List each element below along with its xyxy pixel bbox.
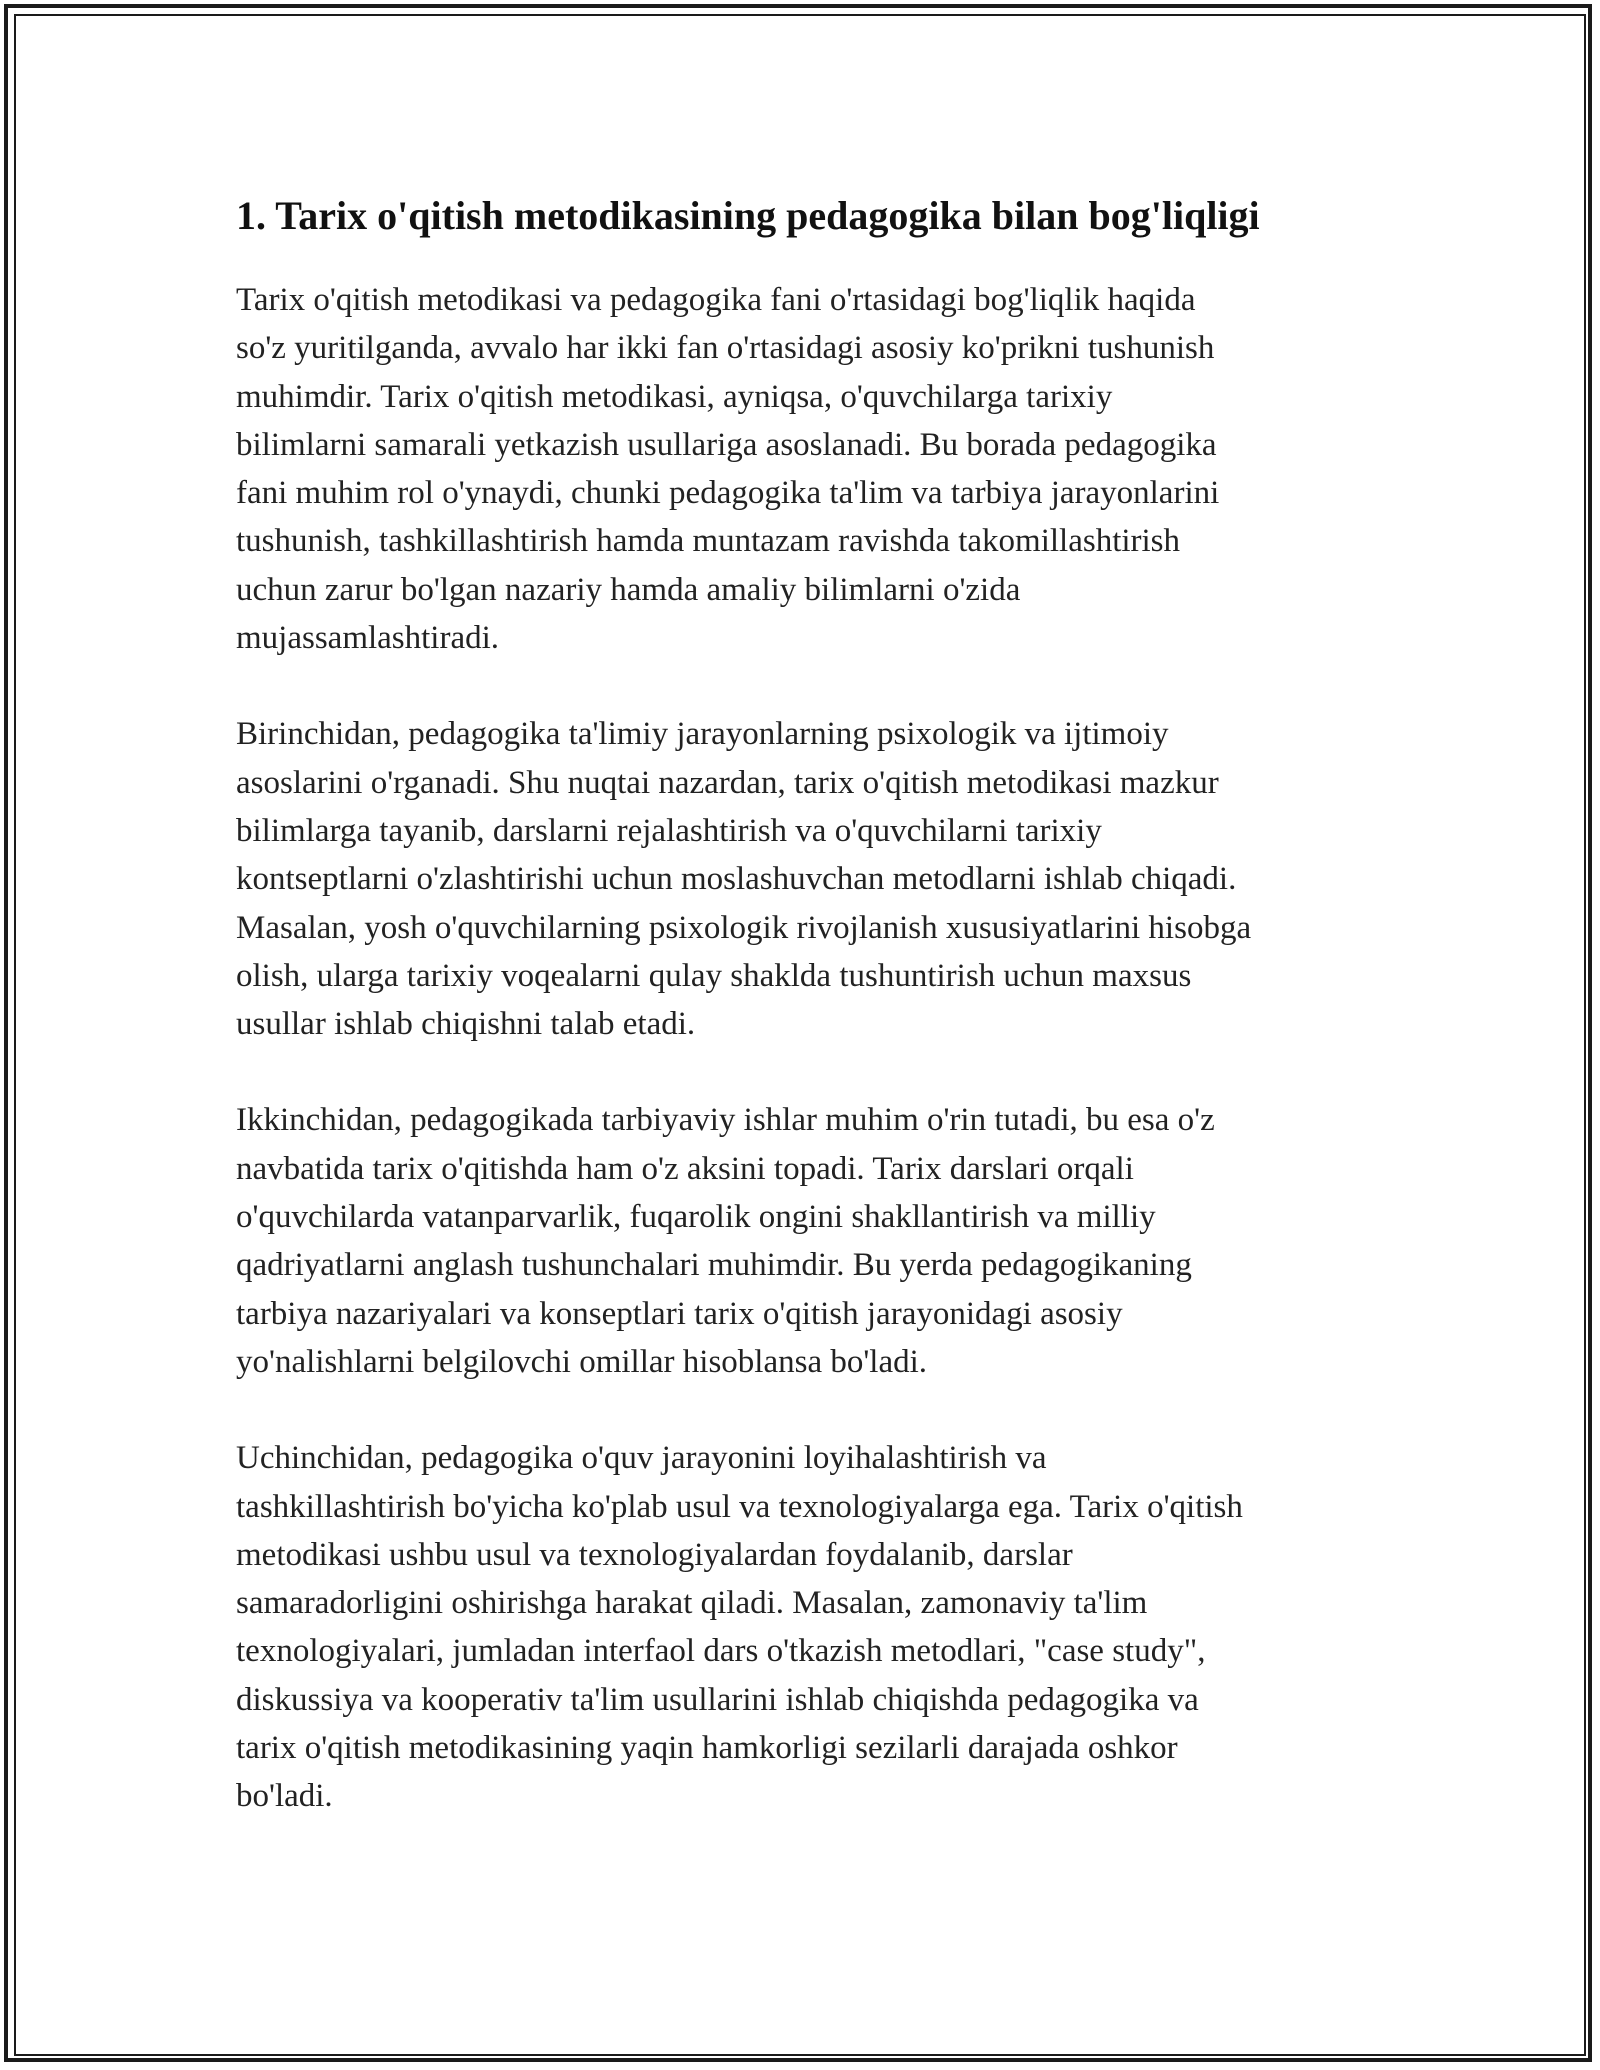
paragraph-line: o'quvchilarda vatanparvarlik, fuqarolik ongini shakllantirish va milliy bbox=[236, 1199, 1156, 1236]
body-paragraph bbox=[236, 710, 1376, 1048]
paragraph-line: diskussiya va kooperativ ta'lim usullarini ishlab chiqishda pedagogika va bbox=[236, 1681, 1199, 1718]
paragraph-line: bilimlarga tayanib, darslarni rejalashtirish va o'quvchilarni tarixiy bbox=[236, 812, 1102, 849]
paragraph-line: usullar ishlab chiqishni talab etadi. bbox=[236, 1006, 696, 1043]
paragraph-line: qadriyatlarni anglash tushunchalari muhimdir. Bu yerda pedagogikaning bbox=[236, 1247, 1192, 1284]
paragraph-line: samaradorligini oshirishga harakat qiladi. Masalan, zamonaviy ta'lim bbox=[236, 1585, 1148, 1622]
paragraph-line: Masalan, yosh o'quvchilarning psixologik rivojlanish xususiyatlarini hisobga bbox=[236, 909, 1252, 946]
paragraph-line: asoslarini o'rganadi. Shu nuqtai nazardan, tarix o'qitish metodikasi mazkur bbox=[236, 764, 1219, 801]
paragraph-line: so'z yuritilganda, avvalo har ikki fan o'rtasidagi asosiy ko'prikni tushunish bbox=[236, 330, 1215, 367]
paragraph-line: texnologiyalari, jumladan interfaol dars o'tkazish metodlari, "case study", bbox=[236, 1633, 1206, 1670]
body-paragraph bbox=[236, 276, 1376, 662]
paragraph-line: uchun zarur bo'lgan nazariy hamda amaliy bilimlarni o'zida bbox=[236, 571, 1021, 608]
paragraph-line: olish, ularga tarixiy voqealarni qulay shaklda tushuntirish uchun maxsus bbox=[236, 957, 1192, 994]
paragraph-line: yo'nalishlarni belgilovchi omillar hisoblansa bo'ladi. bbox=[236, 1343, 928, 1380]
paragraph-line: tarix o'qitish metodikasining yaqin hamkorligi sezilarli darajada oshkor bbox=[236, 1730, 1178, 1767]
paragraph-line: muhimdir. Tarix o'qitish metodikasi, ayniqsa, o'quvchilarga tarixiy bbox=[236, 378, 1113, 415]
paragraph-line: Ikkinchidan, pedagogikada tarbiyaviy ishlar muhim o'rin tutadi, bu esa o'z bbox=[236, 1102, 1215, 1139]
paragraph-line: navbatida tarix o'qitishda ham o'z aksini topadi. Tarix darslari orqali bbox=[236, 1150, 1134, 1187]
paragraph-line: tarbiya nazariyalari va konseptlari tarix o'qitish jarayonidagi asosiy bbox=[236, 1295, 1123, 1332]
paragraph-line: tashkillashtirish bo'yicha ko'plab usul va texnologiyalarga ega. Tarix o'qitish bbox=[236, 1488, 1243, 1525]
paragraph-line: mujassamlashtiradi. bbox=[236, 620, 500, 657]
body-paragraph bbox=[236, 1434, 1376, 1820]
paragraph-line: metodikasi ushbu usul va texnologiyalardan foydalanib, darslar bbox=[236, 1536, 1073, 1573]
document-body bbox=[236, 186, 1376, 1869]
section-heading: 1. Tarix o'qitish metodikasining pedagogika bilan bog'liqligi bbox=[236, 193, 1260, 238]
paragraph-line: tushunish, tashkillashtirish hamda muntazam ravishda takomillashtirish bbox=[236, 523, 1181, 560]
paragraph-line: bo'ladi. bbox=[236, 1778, 333, 1815]
paragraphs-container bbox=[236, 276, 1376, 1821]
paragraph-line: fani muhim rol o'ynaydi, chunki pedagogika ta'lim va tarbiya jarayonlarini bbox=[236, 475, 1220, 512]
paragraph-line: Tarix o'qitish metodikasi va pedagogika fani o'rtasidagi bog'liqlik haqida bbox=[236, 282, 1196, 318]
paragraph-line: bilimlarni samarali yetkazish usullariga asoslanadi. Bu borada pedagogika bbox=[236, 426, 1217, 463]
paragraph-line: Birinchidan, pedagogika ta'limiy jarayonlarning psixologik va ijtimoiy bbox=[236, 716, 1169, 753]
paragraph-line: Uchinchidan, pedagogika o'quv jarayonini loyihalashtirish va bbox=[236, 1440, 1047, 1477]
paragraph-line: kontseptlarni o'zlashtirishi uchun moslashuvchan metodlarni ishlab chiqadi. bbox=[236, 861, 1237, 898]
body-paragraph bbox=[236, 1096, 1376, 1386]
